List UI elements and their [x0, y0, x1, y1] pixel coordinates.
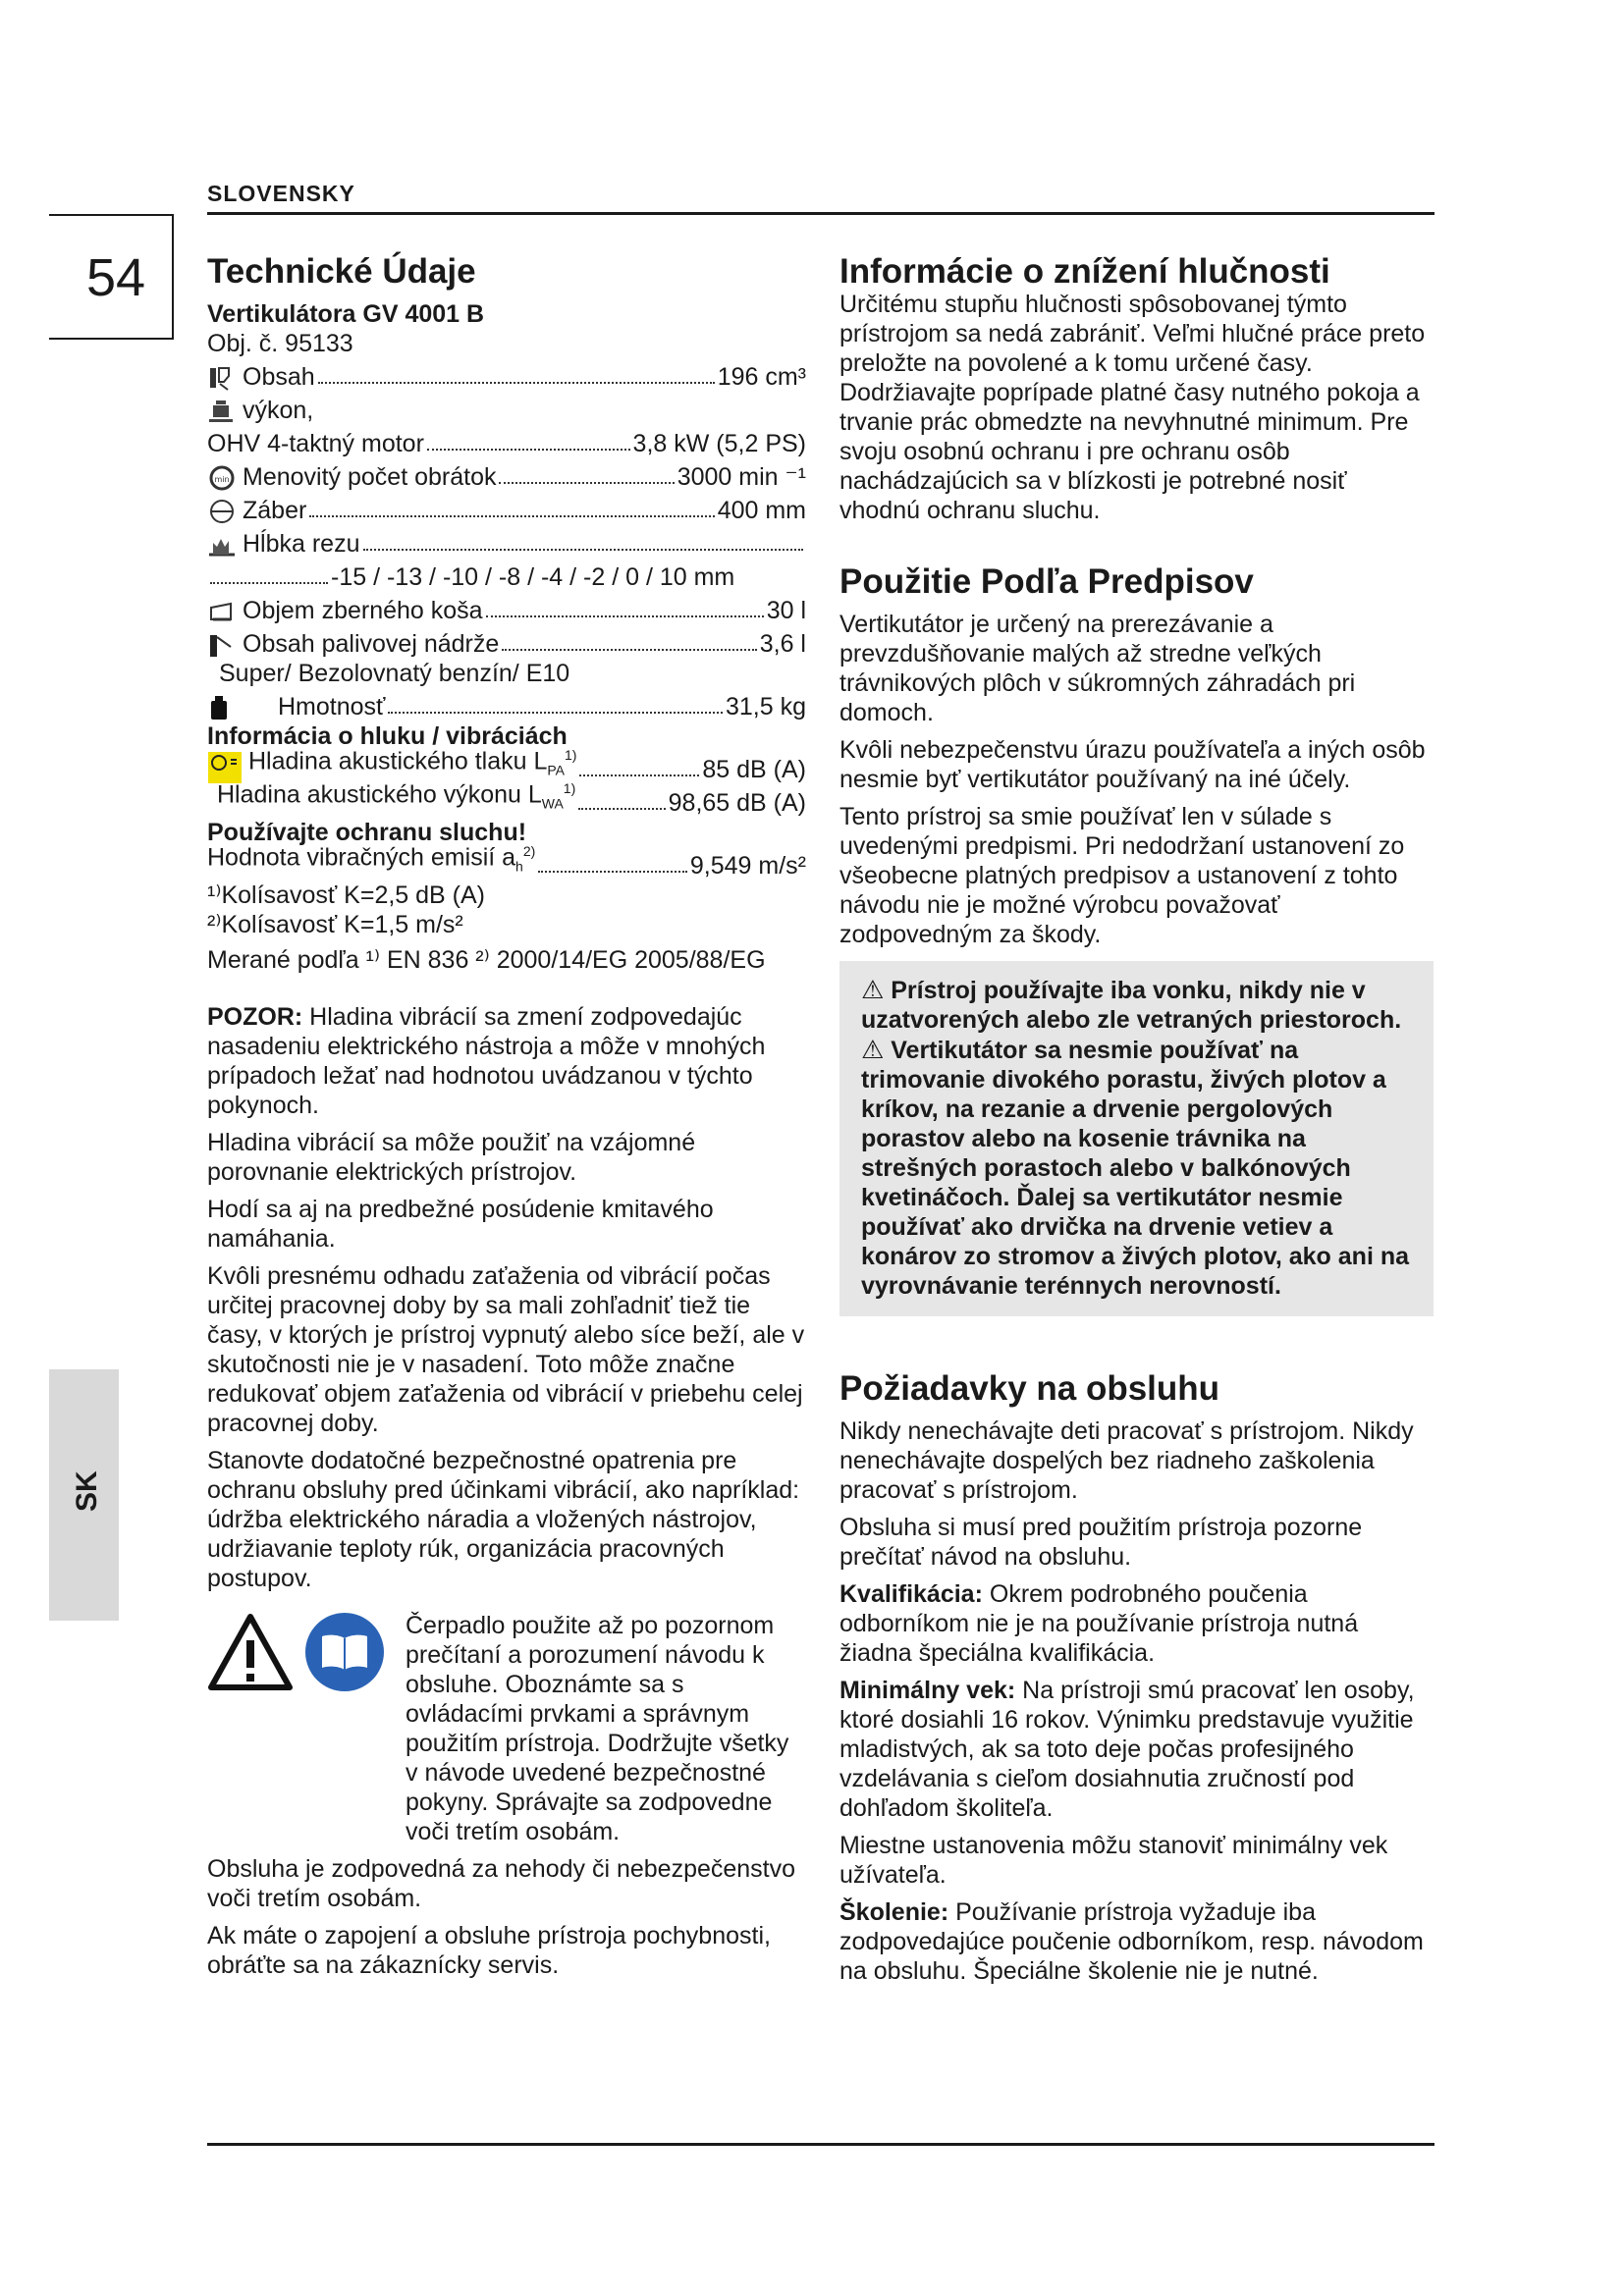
precise-paragraph: Kvôli presnému odhadu zaťaženia od vibrácií počas určitej pracovnej doby by sa mali zohľadniť tiež tie časy, v ktorých je prístroj vypnutý alebo síce beží, ale v skutočnosti nie je v nasadení. Toto môže značne redukovať objem zaťaženia od vibrácií v priebehu celej pracovnej doby. [207, 1262, 805, 1437]
cut-width-icon [207, 498, 237, 525]
dot-leader [318, 382, 715, 384]
spec-displacement [207, 358, 806, 392]
caution-paragraph: POZOR: Hladina vibrácií sa zmení zodpovedajúc nasadeniu elektrického nástroja a môže v mnohých prípadoch ležať nad hodnotou uvádzanou v týchto pokynoch. [207, 1003, 766, 1119]
warning-icon: ⚠ [861, 1035, 885, 1064]
fuel-icon [207, 631, 237, 659]
warning-icon [207, 1613, 294, 1691]
spec-vibration [207, 842, 806, 881]
spec-value: 30 l [766, 597, 806, 624]
measured-standards: Merané podľa ¹⁾ EN 836 ²⁾ 2000/14/EG 2005/88/EG [207, 946, 766, 974]
spec-value: 400 mm [717, 497, 806, 524]
dot-leader [499, 482, 674, 484]
warning-box [839, 961, 1434, 1316]
spec-value: 3,6 l [759, 630, 806, 658]
spec-bag-volume [207, 592, 806, 625]
operator-requirements-title: Požiadavky na obsluhu [839, 1369, 1220, 1408]
page-number: 54 [86, 248, 146, 307]
cut-depth-icon [207, 531, 237, 559]
spec-label: Záber [243, 497, 307, 524]
spec-motor [207, 425, 806, 458]
language-tab [49, 1369, 119, 1621]
dot-leader [578, 808, 665, 810]
spec-label: výkon, [243, 397, 314, 424]
spec-weight [207, 688, 806, 721]
usage-paragraph-2: Kvôli nebezpečenstvu úrazu používateľa a iných osôb nesmie byť vertikutátor používaný na iné účely. [839, 736, 1426, 793]
spec-label: Obsah [243, 363, 315, 391]
spec-label: Objem zberného koša [243, 597, 483, 624]
spec-label: Hmotnosť [278, 693, 386, 721]
spec-cut-width [207, 492, 806, 525]
compare-paragraph: Hladina vibrácií sa môže použiť na vzájomné porovnanie elektrických prístrojov. [207, 1129, 696, 1186]
spec-value: 3000 min ⁻¹ [677, 463, 806, 491]
hearing-protection-note: Používajte ochranu sluchu! [207, 819, 527, 846]
left-column [207, 250, 806, 1988]
service-paragraph: Ak máte o zapojení a obsluhe prístroja pochybnosti, obráťte sa na zákaznícky servis. [207, 1922, 771, 1979]
language-label: SLOVENSKY [207, 181, 355, 206]
right-column [839, 250, 1434, 1994]
bottom-rule [207, 2143, 1435, 2146]
motor-icon [207, 398, 237, 425]
requirements-paragraph-1: Nikdy nenechávajte deti pracovať s prístrojom. Nikdy nenechávajte dospelých bez riadneho zaškolenia pracovať s prístrojom. [839, 1417, 1414, 1504]
language-tab-label: SK [71, 1470, 103, 1512]
warning-text-2: Vertikutátor sa nesmie používať na trimovanie divokého porastu, živých plotov a kríkov, na rezanie a drvenie pergolových porastov alebo na kosenie trávnika na strešných porastoch alebo v balkónových kvetináčoch. Ďalej sa vertikutátor nesmie používať ako drvička na drvenie vetiev a konárov zo stromov a živých plotov, ako ani na vyrovnávanie terénnych nerovností. [861, 1037, 1410, 1300]
minimum-age-paragraph: Minimálny vek: Na prístroji smú pracovať len osoby, ktoré dosiahli 16 rokov. Výnimku predstavuje využitie mladistvých, ak sa toto deje počas profesijného vzdelávania s cieľom dosiahnutia zručností pod dohľadom školiteľa. [839, 1677, 1415, 1822]
tolerance-sound: ¹⁾Kolísavosť K=2,5 dB (A) [207, 881, 485, 909]
warning-icon: ⚠ [861, 975, 885, 1004]
manual-paragraph: Čerpadlo použite až po pozornom prečítaní a porozumení návodu k obsluhe. Oboznámte sa s ovládacími prvkami a správnym použitím prístroja. Dodržujte všetky v návode uvedené bezpečnostné pokyny. Správajte sa zodpovedne voči tretím osobám. [406, 1612, 789, 1845]
dot-leader [363, 549, 804, 551]
usage-paragraph-1: Vertikutátor je určený na prerezávanie a prevzdušňovanie malých až stredne veľkých trávnikových plôch v súkromných záhradách pri domoch. [839, 611, 1356, 726]
warning-text-1: Prístroj používajte iba vonku, nikdy nie v uzatvorených alebo zle vetraných priestoroch. [861, 977, 1402, 1034]
spec-label: Hĺbka rezu [243, 530, 360, 558]
grass-bag-icon [207, 598, 237, 625]
spec-label: Obsah palivovej nádrže [243, 630, 500, 658]
training-paragraph: Školenie: Používanie prístroja vyžaduje iba zodpovedajúce poučenie odborníkom, resp. návodom na obsluhu. Špeciálne školenie nie je nutné. [839, 1898, 1424, 1985]
requirements-paragraph-2: Obsluha si musí pred použitím prístroja pozorne prečítať návod na obsluhu. [839, 1514, 1363, 1571]
spec-cut-depth [207, 525, 806, 559]
rpm-icon [207, 464, 237, 492]
spec-value: 31,5 kg [725, 693, 806, 721]
estimate-paragraph: Hodí sa aj na predbežné posúdenie kmitavého namáhania. [207, 1196, 714, 1253]
tolerance-vibration: ²⁾Kolísavosť K=1,5 m/s² [207, 911, 463, 938]
dot-leader [538, 871, 687, 873]
noise-reduction-title: Informácie o znížení hlučnosti [839, 252, 1330, 291]
spec-label: OHV 4-taktný motor [207, 430, 424, 457]
weight-icon [207, 694, 237, 721]
technical-data-title: Technické Údaje [207, 252, 476, 291]
spec-fuel-tank [207, 625, 806, 659]
caution-label: POZOR: [207, 1003, 303, 1031]
noise-reduction-text: Určitému stupňu hlučnosti spôsobovanej týmto prístrojom sa nedá zabrániť. Veľmi hlučné práce preto preložte na povolené a k tomu určené časy. Dodržiavajte poprípade platné časy nutného pokoja a trvanie prác obmedzte na nevyhnutné minimum. Pre svoju osobnú ochranu i pre ochranu osôb nachádzajúcich sa v blízkosti je potrebné nosiť vhodnú ochranu sluchu. [839, 291, 1426, 524]
spec-label: Hladina akustického výkonu $L_{WA}^{1)}$ [217, 779, 576, 811]
dot-leader [486, 615, 764, 617]
requirements-paragraph-3: Miestne ustanovenia môžu stanoviť minimálny vek užívateľa. [839, 1832, 1388, 1889]
spec-sound-power [207, 779, 806, 818]
spec-value: -15 / -13 / -10 / -8 / -4 / -2 / 0 / 10 mm [331, 563, 735, 591]
spec-label: Hodnota vibračných emisií $a_h^{2)}$ [207, 842, 536, 874]
dot-leader [502, 649, 756, 651]
spec-label: Hladina akustického tlaku $L_{PA}^{1)}$ [248, 746, 577, 777]
product-subtitle: Vertikulátora GV 4001 B [207, 300, 485, 328]
dot-leader [309, 515, 714, 517]
spec-rpm [207, 458, 806, 492]
spec-value: 9,549 m/s² [689, 852, 806, 880]
spec-value: 196 cm³ [717, 363, 806, 391]
spec-value: 85 dB (A) [702, 756, 806, 783]
intended-use-title: Použitie Podľa Predpisov [839, 562, 1254, 601]
spec-cut-depth-values [207, 559, 806, 592]
dot-leader [579, 774, 699, 776]
read-manual-icon [305, 1613, 384, 1691]
spec-value: 3,8 kW (5,2 PS) [632, 430, 806, 457]
spec-power [207, 392, 806, 425]
spec-value: 98,65 dB (A) [668, 789, 806, 817]
responsible-paragraph: Obsluha je zodpovedná za nehody či nebezpečenstvo voči tretím osobám. [207, 1855, 796, 1912]
dot-leader [388, 712, 723, 714]
noise-heading: Informácia o hluku / vibráciách [207, 722, 568, 750]
usage-paragraph-3: Tento prístroj sa smie používať len v súlade s uvedenými predpismi. Pri nedodržaní ustanovení zo všeobecne platných predpisov a ustanovení z tohto návodu nie je možné výrobcu považovať zodpovedným za škody. [839, 803, 1405, 948]
engine-icon [207, 364, 237, 392]
qualification-paragraph: Kvalifikácia: Okrem podrobného poučenia odborníkom nie je na používanie prístroja nutná žiadna špeciálna kvalifikácia. [839, 1580, 1359, 1667]
dot-leader [210, 582, 328, 584]
order-number: Obj. č. 95133 [207, 330, 353, 357]
top-rule [207, 212, 1435, 215]
svg-text:min: min [214, 475, 230, 484]
spec-label: Menovitý počet obrátok [243, 463, 497, 491]
measures-paragraph: Stanovte dodatočné bezpečnostné opatrenia pre ochranu obsluhy pred účinkami vibrácií, ako napríklad: údržba elektrického náradia a vložených nástrojov, udržiavanie teploty rúk, organizácia pracovných postupov. [207, 1447, 800, 1592]
dot-leader [427, 449, 630, 451]
fuel-type: Super/ Bezolovnatý benzín/ E10 [219, 660, 570, 687]
